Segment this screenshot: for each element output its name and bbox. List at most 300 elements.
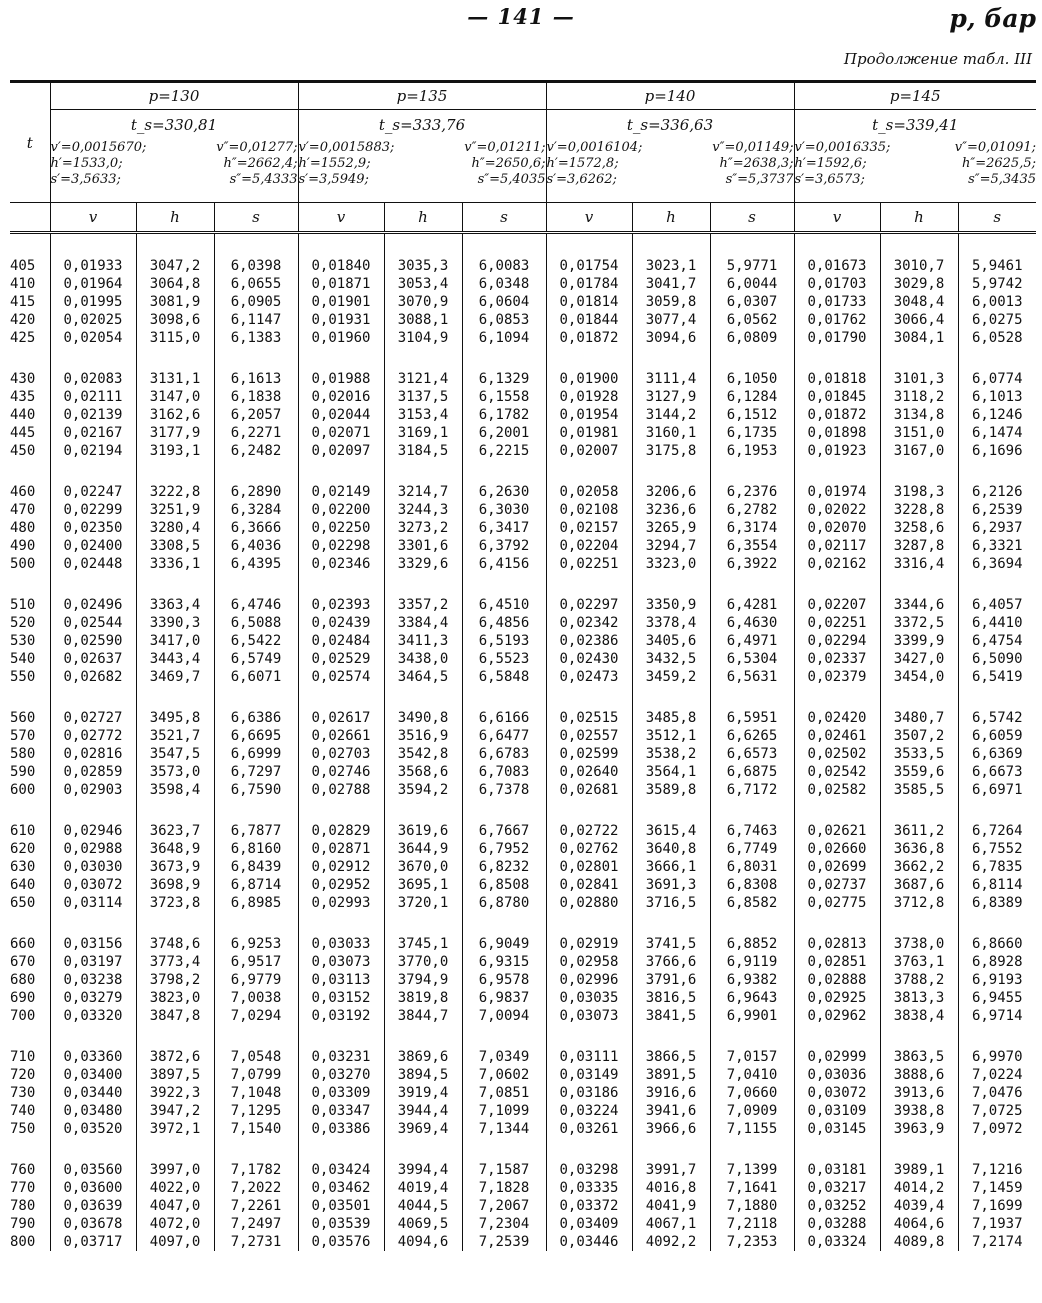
enthalpy-cell: 3666,1	[632, 858, 710, 876]
temperature-cell: 500	[10, 555, 50, 573]
enthalpy-cell: 4014,2	[880, 1179, 958, 1197]
pressure-header-145: p=145	[794, 83, 1036, 110]
enthalpy-cell: 3101,3	[880, 370, 958, 388]
entropy-cell: 7,1880	[710, 1197, 794, 1215]
entropy-cell: 6,6386	[214, 709, 298, 727]
entropy-cell: 6,1013	[971, 389, 1023, 405]
enthalpy-cell: 3378,4	[632, 614, 710, 632]
temperature-cell: 490	[10, 537, 50, 555]
volume-cell: 0,01872	[546, 329, 632, 347]
table-row	[10, 1084, 1036, 1102]
enthalpy-cell: 3464,5	[384, 668, 462, 686]
enthalpy-cell: 3636,8	[880, 840, 958, 858]
temperature-cell: 610	[10, 822, 50, 840]
volume-cell: 0,02996	[546, 971, 632, 989]
volume-cell: 0,03036	[794, 1066, 880, 1084]
continuation-label: Продолжение табл. III	[843, 50, 1032, 68]
table-row	[10, 483, 1036, 501]
entropy-cell: 6,5090	[971, 651, 1023, 667]
entropy-cell: 6,4410	[971, 615, 1023, 631]
entropy-cell: 6,9119	[710, 953, 794, 971]
entropy-cell: 6,7877	[214, 822, 298, 840]
entropy-cell: 6,0604	[462, 293, 546, 311]
row-group	[10, 1161, 1036, 1251]
enthalpy-cell: 3175,8	[632, 442, 710, 460]
enthalpy-cell: 3589,8	[632, 781, 710, 799]
enthalpy-cell: 3206,6	[632, 483, 710, 501]
enthalpy-cell: 3280,4	[136, 519, 214, 537]
entropy-cell: 6,6999	[214, 745, 298, 763]
entropy-cell: 6,3321	[971, 538, 1023, 554]
entropy-cell: 6,7552	[971, 841, 1023, 857]
enthalpy-cell: 3041,7	[632, 275, 710, 293]
entropy-cell: 7,2118	[710, 1215, 794, 1233]
enthalpy-cell: 3841,5	[632, 1007, 710, 1025]
enthalpy-cell: 3819,8	[384, 989, 462, 1007]
volume-cell: 0,02337	[794, 650, 880, 668]
entropy-cell: 5,9742	[971, 276, 1023, 292]
enthalpy-cell: 3162,6	[136, 406, 214, 424]
entropy-cell: 6,1953	[710, 442, 794, 460]
volume-cell: 0,02298	[298, 537, 384, 555]
enthalpy-cell: 3966,6	[632, 1120, 710, 1138]
entropy-cell: 7,0094	[462, 1007, 546, 1025]
column-header-s: s	[710, 203, 794, 233]
temperature-cell: 470	[10, 501, 50, 519]
temperature-cell: 760	[10, 1161, 50, 1179]
enthalpy-cell: 3559,6	[880, 763, 958, 781]
volume-cell: 0,02342	[546, 614, 632, 632]
volume-cell: 0,03149	[546, 1066, 632, 1084]
entropy-cell: 6,0853	[462, 311, 546, 329]
enthalpy-cell: 3997,0	[136, 1161, 214, 1179]
entropy-cell: 6,2890	[214, 483, 298, 501]
enthalpy-cell: 3564,1	[632, 763, 710, 781]
enthalpy-cell: 4094,6	[384, 1233, 462, 1251]
volume-cell: 0,03320	[50, 1007, 136, 1025]
entropy-cell: 7,1641	[710, 1179, 794, 1197]
enthalpy-cell: 3872,6	[136, 1048, 214, 1066]
volume-cell: 0,03030	[50, 858, 136, 876]
entropy-cell: 6,3417	[462, 519, 546, 537]
enthalpy-cell: 3720,1	[384, 894, 462, 912]
volume-cell: 0,02117	[794, 537, 880, 555]
volume-cell: 0,03072	[794, 1084, 880, 1102]
ts-header-145: t_s=339,41	[872, 116, 959, 134]
entropy-cell: 6,7378	[462, 781, 546, 799]
entropy-cell: 6,1613	[214, 370, 298, 388]
volume-cell: 0,02999	[794, 1048, 880, 1066]
entropy-cell: 7,0548	[214, 1048, 298, 1066]
temperature-cell: 480	[10, 519, 50, 537]
entropy-cell: 7,1587	[462, 1161, 546, 1179]
entropy-cell: 6,2126	[971, 484, 1023, 500]
entropy-cell: 6,9193	[971, 972, 1023, 988]
entropy-cell: 7,1295	[214, 1102, 298, 1120]
units-label: p, бар	[949, 4, 1036, 33]
table-row	[10, 668, 1036, 686]
volume-cell: 0,03279	[50, 989, 136, 1007]
entropy-cell: 6,5523	[462, 650, 546, 668]
entropy-cell: 7,1699	[971, 1198, 1023, 1214]
entropy-cell: 6,7083	[462, 763, 546, 781]
volume-cell: 0,02661	[298, 727, 384, 745]
enthalpy-cell: 3236,6	[632, 501, 710, 519]
enthalpy-cell: 4092,2	[632, 1233, 710, 1251]
enthalpy-cell: 3160,1	[632, 424, 710, 442]
volume-cell: 0,02542	[794, 763, 880, 781]
row-group	[10, 935, 1036, 1025]
saturation-liquid-value: s′=3,6262;	[546, 172, 617, 187]
row-group	[10, 709, 1036, 799]
table-row	[10, 632, 1036, 650]
enthalpy-cell: 3131,1	[136, 370, 214, 388]
entropy-cell: 7,1344	[462, 1120, 546, 1138]
entropy-cell: 7,0660	[710, 1084, 794, 1102]
entropy-cell: 5,9461	[971, 258, 1023, 274]
row-group	[10, 596, 1036, 686]
enthalpy-cell: 3469,7	[136, 668, 214, 686]
enthalpy-cell: 3251,9	[136, 501, 214, 519]
volume-cell: 0,02925	[794, 989, 880, 1007]
volume-cell: 0,02007	[546, 442, 632, 460]
volume-cell: 0,02448	[50, 555, 136, 573]
volume-cell: 0,02859	[50, 763, 136, 781]
table-row	[10, 1161, 1036, 1179]
entropy-cell: 6,9578	[462, 971, 546, 989]
enthalpy-cell: 3127,9	[632, 388, 710, 406]
volume-cell: 0,02194	[50, 442, 136, 460]
volume-cell: 0,02297	[546, 596, 632, 614]
volume-cell: 0,03298	[546, 1161, 632, 1179]
volume-cell: 0,01754	[546, 257, 632, 275]
enthalpy-cell: 3598,4	[136, 781, 214, 799]
enthalpy-cell: 3134,8	[880, 406, 958, 424]
entropy-cell: 6,8031	[710, 858, 794, 876]
enthalpy-cell: 3177,9	[136, 424, 214, 442]
enthalpy-cell: 3438,0	[384, 650, 462, 668]
enthalpy-cell: 3121,4	[384, 370, 462, 388]
entropy-cell: 6,1050	[710, 370, 794, 388]
entropy-cell: 6,8389	[971, 895, 1023, 911]
temperature-cell: 550	[10, 668, 50, 686]
volume-cell: 0,03145	[794, 1120, 880, 1138]
enthalpy-cell: 3922,3	[136, 1084, 214, 1102]
volume-cell: 0,02880	[546, 894, 632, 912]
enthalpy-cell: 3838,4	[880, 1007, 958, 1025]
entropy-cell: 7,2539	[462, 1233, 546, 1251]
enthalpy-cell: 3741,5	[632, 935, 710, 953]
volume-cell: 0,02993	[298, 894, 384, 912]
entropy-cell: 5,9771	[710, 257, 794, 275]
volume-cell: 0,02640	[546, 763, 632, 781]
table-row	[10, 311, 1036, 329]
entropy-cell: 6,4156	[462, 555, 546, 573]
enthalpy-cell: 3648,9	[136, 840, 214, 858]
t-column-label: t	[10, 83, 50, 203]
volume-cell: 0,03197	[50, 953, 136, 971]
volume-cell: 0,02200	[298, 501, 384, 519]
enthalpy-cell: 3193,1	[136, 442, 214, 460]
temperature-cell: 580	[10, 745, 50, 763]
enthalpy-cell: 3053,4	[384, 275, 462, 293]
enthalpy-cell: 3773,4	[136, 953, 214, 971]
entropy-cell: 6,5742	[971, 710, 1023, 726]
volume-cell: 0,02681	[546, 781, 632, 799]
volume-cell: 0,01981	[546, 424, 632, 442]
temperature-cell: 425	[10, 329, 50, 347]
volume-cell: 0,03111	[546, 1048, 632, 1066]
volume-cell: 0,02727	[50, 709, 136, 727]
table-row	[10, 781, 1036, 799]
volume-cell: 0,02590	[50, 632, 136, 650]
entropy-cell: 6,1696	[971, 443, 1023, 459]
entropy-cell: 6,9643	[710, 989, 794, 1007]
column-header-s: s	[214, 203, 298, 233]
entropy-cell: 7,0294	[214, 1007, 298, 1025]
enthalpy-cell: 3048,4	[880, 293, 958, 311]
table-row	[10, 953, 1036, 971]
entropy-cell: 6,9901	[710, 1007, 794, 1025]
entropy-cell: 6,0398	[214, 257, 298, 275]
volume-cell: 0,02250	[298, 519, 384, 537]
enthalpy-cell: 3788,2	[880, 971, 958, 989]
enthalpy-cell: 3623,7	[136, 822, 214, 840]
volume-cell: 0,02816	[50, 745, 136, 763]
entropy-cell: 6,9779	[214, 971, 298, 989]
saturation-line	[547, 140, 794, 156]
entropy-cell: 6,6477	[462, 727, 546, 745]
volume-cell: 0,01814	[546, 293, 632, 311]
entropy-cell: 6,7749	[710, 840, 794, 858]
saturation-line	[51, 172, 298, 188]
saturation-vapor-value: v″=0,01211;	[464, 140, 546, 155]
volume-cell: 0,02502	[794, 745, 880, 763]
enthalpy-cell: 4019,4	[384, 1179, 462, 1197]
enthalpy-cell: 3336,1	[136, 555, 214, 573]
saturation-line	[547, 156, 794, 172]
table-row	[10, 1233, 1036, 1251]
entropy-cell: 6,0307	[710, 293, 794, 311]
enthalpy-cell: 3791,6	[632, 971, 710, 989]
volume-cell: 0,02958	[546, 953, 632, 971]
enthalpy-cell: 3866,5	[632, 1048, 710, 1066]
volume-cell: 0,01733	[794, 293, 880, 311]
saturation-vapor-value: h″=2625,5;	[962, 156, 1036, 171]
pressure-header-140: p=140	[546, 83, 794, 110]
column-header-v: v	[794, 203, 880, 233]
enthalpy-cell: 3615,4	[632, 822, 710, 840]
volume-cell: 0,02772	[50, 727, 136, 745]
volume-cell: 0,03400	[50, 1066, 136, 1084]
entropy-cell: 6,2376	[710, 483, 794, 501]
enthalpy-cell: 3390,3	[136, 614, 214, 632]
steam-table	[10, 80, 1036, 1251]
table-row	[10, 1179, 1036, 1197]
entropy-cell: 6,6265	[710, 727, 794, 745]
enthalpy-cell: 3916,6	[632, 1084, 710, 1102]
volume-cell: 0,02841	[546, 876, 632, 894]
volume-cell: 0,02903	[50, 781, 136, 799]
volume-cell: 0,02801	[546, 858, 632, 876]
entropy-cell: 6,8660	[971, 936, 1023, 952]
volume-cell: 0,02430	[546, 650, 632, 668]
entropy-cell: 6,6783	[462, 745, 546, 763]
temperature-cell: 520	[10, 614, 50, 632]
volume-cell: 0,02350	[50, 519, 136, 537]
enthalpy-cell: 3258,6	[880, 519, 958, 537]
table-row	[10, 876, 1036, 894]
entropy-cell: 7,2353	[710, 1233, 794, 1251]
volume-cell: 0,01840	[298, 257, 384, 275]
enthalpy-cell: 3888,6	[880, 1066, 958, 1084]
enthalpy-cell: 3417,0	[136, 632, 214, 650]
entropy-cell: 7,0602	[462, 1066, 546, 1084]
enthalpy-cell: 3167,0	[880, 442, 958, 460]
enthalpy-cell: 4039,4	[880, 1197, 958, 1215]
saturation-line	[51, 156, 298, 172]
volume-cell: 0,02058	[546, 483, 632, 501]
entropy-cell: 6,5088	[214, 614, 298, 632]
saturation-vapor-value: v″=0,01091;	[954, 140, 1036, 155]
pressure-header-130: p=130	[50, 83, 298, 110]
entropy-cell: 6,0083	[462, 257, 546, 275]
enthalpy-cell: 3059,8	[632, 293, 710, 311]
table-row	[10, 650, 1036, 668]
volume-cell: 0,01928	[546, 388, 632, 406]
enthalpy-cell: 3723,8	[136, 894, 214, 912]
entropy-cell: 6,2782	[710, 501, 794, 519]
saturation-block-1	[298, 140, 546, 203]
temperature-cell: 405	[10, 257, 50, 275]
table-row	[10, 1102, 1036, 1120]
entropy-cell: 7,1099	[462, 1102, 546, 1120]
enthalpy-cell: 3010,7	[880, 257, 958, 275]
enthalpy-cell: 3947,2	[136, 1102, 214, 1120]
enthalpy-cell: 3573,0	[136, 763, 214, 781]
volume-cell: 0,02083	[50, 370, 136, 388]
volume-cell: 0,02529	[298, 650, 384, 668]
entropy-cell: 6,4746	[214, 596, 298, 614]
volume-cell: 0,01960	[298, 329, 384, 347]
entropy-cell: 6,4754	[971, 633, 1023, 649]
table-row	[10, 935, 1036, 953]
temperature-cell: 720	[10, 1066, 50, 1084]
enthalpy-cell: 3088,1	[384, 311, 462, 329]
volume-cell: 0,01762	[794, 311, 880, 329]
entropy-cell: 6,3174	[710, 519, 794, 537]
volume-cell: 0,02346	[298, 555, 384, 573]
enthalpy-cell: 3763,1	[880, 953, 958, 971]
entropy-cell: 7,2261	[214, 1197, 298, 1215]
table-row	[10, 1066, 1036, 1084]
volume-cell: 0,02762	[546, 840, 632, 858]
enthalpy-cell: 3816,5	[632, 989, 710, 1007]
volume-cell: 0,02788	[298, 781, 384, 799]
enthalpy-cell: 3363,4	[136, 596, 214, 614]
entropy-cell: 6,8160	[214, 840, 298, 858]
entropy-cell: 6,0044	[710, 275, 794, 293]
volume-cell: 0,03446	[546, 1233, 632, 1251]
enthalpy-cell: 3507,2	[880, 727, 958, 745]
enthalpy-cell: 3023,1	[632, 257, 710, 275]
temperature-cell: 410	[10, 275, 50, 293]
volume-cell: 0,02813	[794, 935, 880, 953]
temperature-cell: 570	[10, 727, 50, 745]
temperature-cell: 620	[10, 840, 50, 858]
saturation-liquid-value: s′=3,6573;	[794, 172, 865, 187]
volume-cell: 0,01995	[50, 293, 136, 311]
volume-cell: 0,02919	[546, 935, 632, 953]
volume-cell: 0,03539	[298, 1215, 384, 1233]
enthalpy-cell: 3989,1	[880, 1161, 958, 1179]
enthalpy-cell: 3265,9	[632, 519, 710, 537]
volume-cell: 0,02871	[298, 840, 384, 858]
enthalpy-cell: 3894,5	[384, 1066, 462, 1084]
volume-cell: 0,01988	[298, 370, 384, 388]
enthalpy-cell: 3323,0	[632, 555, 710, 573]
entropy-cell: 7,1155	[710, 1120, 794, 1138]
entropy-cell: 6,9517	[214, 953, 298, 971]
saturation-block-0	[50, 140, 298, 203]
table-row	[10, 763, 1036, 781]
entropy-cell: 6,8852	[710, 935, 794, 953]
entropy-cell: 6,0905	[214, 293, 298, 311]
entropy-cell: 6,2215	[462, 442, 546, 460]
enthalpy-cell: 3897,5	[136, 1066, 214, 1084]
volume-cell: 0,01901	[298, 293, 384, 311]
volume-cell: 0,02022	[794, 501, 880, 519]
row-group	[10, 822, 1036, 912]
entropy-cell: 6,0562	[710, 311, 794, 329]
enthalpy-cell: 3568,6	[384, 763, 462, 781]
table-row	[10, 257, 1036, 275]
entropy-cell: 7,2067	[462, 1197, 546, 1215]
table-row	[10, 971, 1036, 989]
enthalpy-cell: 3294,7	[632, 537, 710, 555]
entropy-cell: 7,2304	[462, 1215, 546, 1233]
volume-cell: 0,01871	[298, 275, 384, 293]
table-row	[10, 822, 1036, 840]
entropy-cell: 6,1284	[710, 388, 794, 406]
enthalpy-cell: 3794,9	[384, 971, 462, 989]
enthalpy-cell: 4089,8	[880, 1233, 958, 1251]
volume-cell: 0,02251	[794, 614, 880, 632]
entropy-cell: 6,0528	[971, 330, 1023, 346]
volume-cell: 0,03270	[298, 1066, 384, 1084]
column-header-v: v	[50, 203, 136, 233]
enthalpy-cell: 3798,2	[136, 971, 214, 989]
enthalpy-cell: 4022,0	[136, 1179, 214, 1197]
volume-cell: 0,02775	[794, 894, 880, 912]
enthalpy-cell: 4016,8	[632, 1179, 710, 1197]
entropy-cell: 6,2001	[462, 424, 546, 442]
entropy-cell: 6,9049	[462, 935, 546, 953]
entropy-cell: 6,1147	[214, 311, 298, 329]
volume-cell: 0,03073	[298, 953, 384, 971]
enthalpy-cell: 3913,6	[880, 1084, 958, 1102]
volume-cell: 0,03152	[298, 989, 384, 1007]
volume-cell: 0,02299	[50, 501, 136, 519]
entropy-cell: 6,1838	[214, 388, 298, 406]
volume-cell: 0,01900	[546, 370, 632, 388]
enthalpy-cell: 4069,5	[384, 1215, 462, 1233]
entropy-cell: 6,2057	[214, 406, 298, 424]
entropy-cell: 6,2539	[971, 502, 1023, 518]
temperature-cell: 780	[10, 1197, 50, 1215]
enthalpy-cell: 3611,2	[880, 822, 958, 840]
volume-cell: 0,01923	[794, 442, 880, 460]
